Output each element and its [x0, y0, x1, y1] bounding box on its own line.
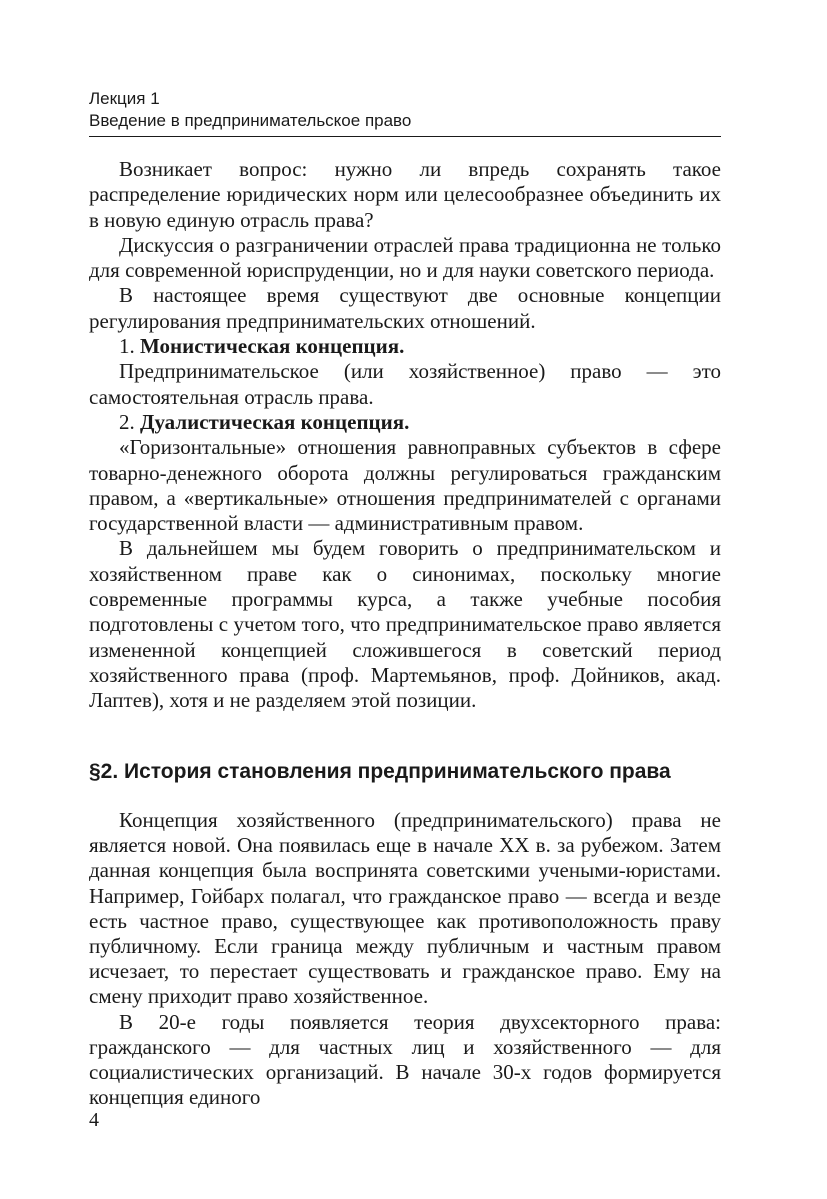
lecture-title: Введение в предпринимательское право: [89, 111, 412, 130]
paragraph: «Горизонтальные» отношения равноправных субъектов в сфере товарно-денежного оборота должны регулироваться гражданским правом, а «вертикальные» отношения предпринимателей с органами государственной власти — административным правом.: [89, 435, 721, 536]
paragraph: В дальнейшем мы будем говорить о предпринимательском и хозяйственном праве как о синонимах, поскольку многие современные программы курса, а также учебные пособия подготовлены с учетом того, что предпринимательское право является измененной концепцией сложившегося в советский период хозяйственного права (проф. Мартемьянов, проф. Дойников, акад. Лаптев), хотя и не разделяем этой позиции.: [89, 536, 721, 713]
body-section-2: [89, 808, 721, 1110]
paragraph: Возникает вопрос: нужно ли впредь сохранять такое распределение юридических норм или целесообразнее объединить их в новую единую отрасль права?: [89, 157, 721, 232]
paragraph: Предпринимательское (или хозяйственное) право — это самостоятельная отрасль права.: [89, 359, 721, 409]
section-heading: §2. История становления предпринимательского права: [89, 760, 671, 783]
list-number: 2.: [119, 409, 135, 434]
list-item-title: Монистическая концепция.: [140, 334, 405, 359]
page-number: 4: [89, 1109, 99, 1131]
running-header: [89, 88, 721, 132]
paragraph: В 20-е годы появляется теория двухсекторного права: гражданского — для частных лиц и хозяйственного — для социалистических организаций. В начале 30-х годов формируется концепция единого: [89, 1009, 721, 1110]
lecture-label: Лекция 1: [89, 89, 160, 108]
list-item-monistic: [89, 334, 721, 359]
list-item-title: Дуалистическая концепция.: [140, 409, 410, 434]
paragraph: В настоящее время существуют две основные концепции регулирования предпринимательских отношений.: [89, 283, 721, 333]
header-divider: [89, 136, 721, 137]
list-number: 1.: [119, 334, 135, 359]
paragraph: Дискуссия о разграничении отраслей права традиционна не только для современной юриспруденции, но и для науки советского периода.: [89, 232, 721, 283]
body-section-1: [89, 157, 721, 714]
list-item-dualistic: [89, 410, 721, 435]
paragraph: Концепция хозяйственного (предпринимательского) права не является новой. Она появилась еще в начале XX в. за рубежом. Затем данная концепция была воспринята советскими учеными-юристами. Например, Гойбарх полагал, что гражданское право — всегда и везде есть частное право, существующее как противоположность праву публичному. Если граница между публичным и частным правом исчезает, то перестает существовать и гражданское право. Ему на смену приходит право хозяйственное.: [89, 808, 721, 1009]
